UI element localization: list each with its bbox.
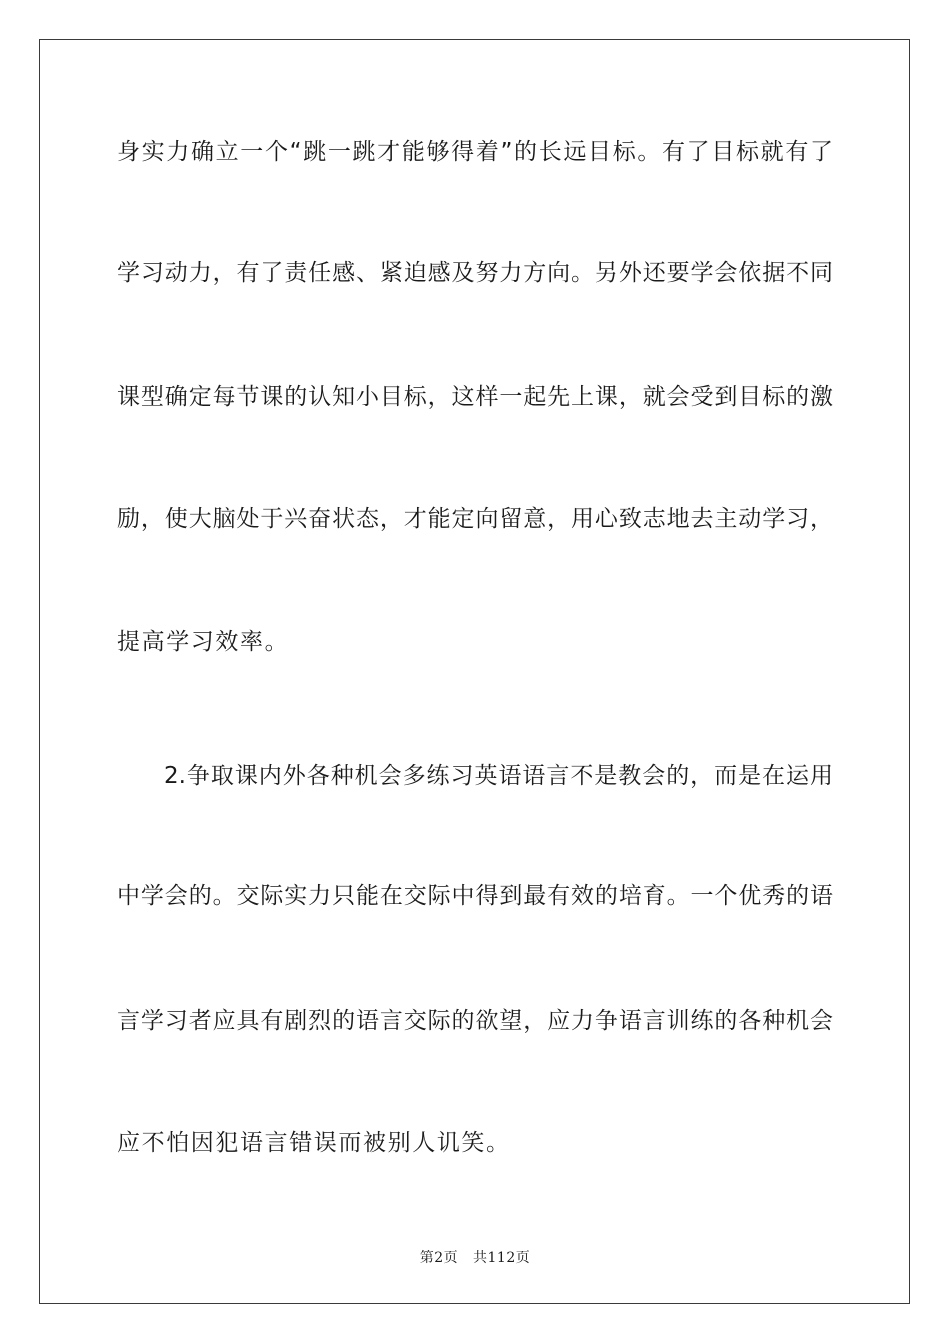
body-line-7: 中学会的。交际实力只能在交际中得到最有效的培育。一个优秀的语 — [117, 883, 833, 909]
page-number-label: 第2页 — [419, 1250, 459, 1266]
body-line-1: 身实力确立一个“跳一跳才能够得着”的长远目标。有了目标就有了 — [117, 139, 833, 165]
body-line-5: 提高学习效率。 — [117, 629, 290, 655]
page-border — [39, 39, 910, 1304]
page-footer — [0, 1247, 950, 1267]
total-pages-label: 共112页 — [473, 1250, 531, 1266]
body-line-2: 学习动力，有了责任感、紧迫感及努力方向。另外还要学会依据不同 — [117, 260, 833, 286]
body-line-8: 言学习者应具有剧烈的语言交际的欲望，应力争语言训练的各种机会 — [117, 1008, 833, 1034]
body-line-3: 课型确定每节课的认知小目标，这样一起先上课，就会受到目标的激 — [117, 384, 833, 410]
body-line-9: 应不怕因犯语言错误而被别人讥笑。 — [117, 1130, 511, 1156]
body-line-6: 2.争取课内外各种机会多练习英语语言不是教会的，而是在运用 — [164, 763, 833, 789]
body-line-4: 励，使大脑处于兴奋状态，才能定向留意，用心致志地去主动学习， — [117, 506, 833, 532]
